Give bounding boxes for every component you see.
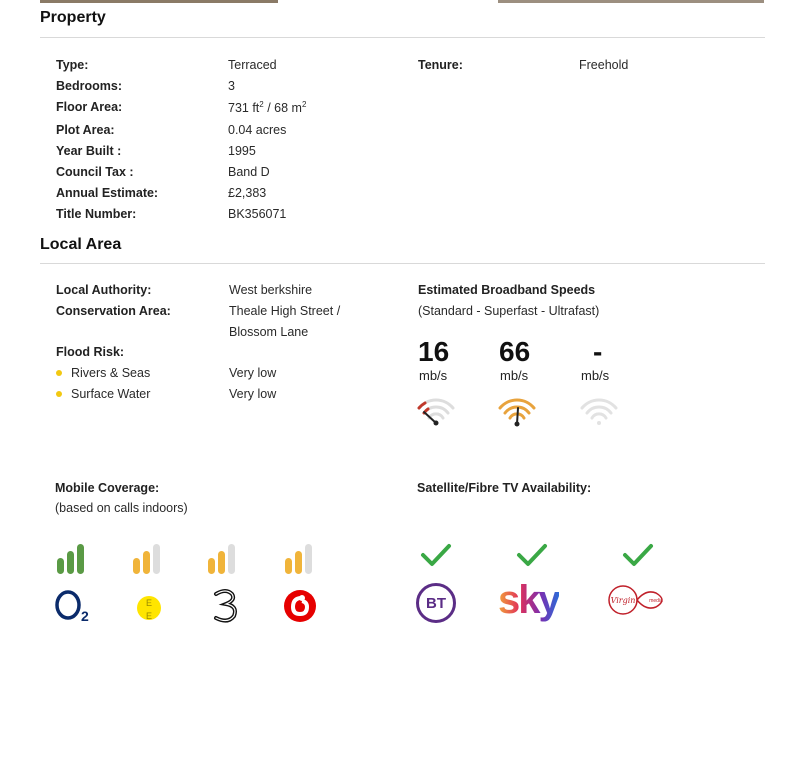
conservation-area-label: Conservation Area: bbox=[56, 304, 171, 318]
bullet-icon bbox=[56, 391, 62, 397]
flood-item-rivers-value: Very low bbox=[229, 366, 277, 380]
floor-area-value bbox=[228, 100, 306, 115]
property-section-title: Property bbox=[40, 9, 106, 26]
flood-item-surface-value: Very low bbox=[229, 387, 277, 401]
speed-ultrafast-unit: mb/s bbox=[581, 368, 610, 383]
media-logo-text: media bbox=[649, 598, 663, 604]
vodafone-logo-icon bbox=[283, 589, 317, 623]
bt-logo-icon bbox=[416, 583, 456, 623]
type-value: Terraced bbox=[228, 58, 277, 72]
bullet-icon bbox=[56, 370, 62, 376]
conservation-area-value-line1: Theale High Street / bbox=[229, 304, 341, 318]
floor-area-label: Floor Area: bbox=[56, 100, 123, 114]
title-number-label: Title Number: bbox=[56, 207, 137, 221]
flood-item-label: Rivers & Seas bbox=[71, 366, 151, 380]
tenure-value: Freehold bbox=[579, 58, 629, 72]
flood-item-label: Surface Water bbox=[71, 387, 151, 401]
virgin-media-logo-icon bbox=[606, 583, 670, 617]
title-number-value: BK356071 bbox=[228, 207, 287, 221]
speed-standard-unit: mb/s bbox=[419, 368, 448, 383]
speed-superfast-unit: mb/s bbox=[500, 368, 529, 383]
mobile-coverage-title: Mobile Coverage: bbox=[55, 481, 160, 495]
property-photo-strip bbox=[498, 0, 764, 3]
plot-area-label: Plot Area: bbox=[56, 123, 115, 137]
speed-gauge-superfast-icon bbox=[497, 396, 537, 428]
signal-bar bbox=[153, 544, 160, 574]
signal-bar bbox=[133, 558, 140, 574]
conservation-area-value-line2: Blossom Lane bbox=[229, 325, 309, 339]
annual-estimate-label: Annual Estimate: bbox=[56, 186, 159, 200]
bt-logo-text: BT bbox=[426, 594, 446, 612]
sky-logo-icon: sky bbox=[498, 578, 559, 622]
local-area-section-title: Local Area bbox=[40, 236, 122, 253]
vodafone-signal-bars bbox=[285, 544, 312, 574]
divider bbox=[40, 263, 765, 264]
speed-superfast-value: 66 bbox=[499, 336, 531, 367]
floor-area-ft: 731 ft bbox=[228, 101, 260, 116]
annual-estimate-value: £2,383 bbox=[228, 186, 267, 200]
virgin-logo-text: Virgin bbox=[610, 596, 636, 605]
ee-logo-icon bbox=[136, 589, 162, 627]
signal-bar bbox=[305, 544, 312, 574]
floor-area-sup2: 2 bbox=[301, 100, 307, 109]
svg-text:E: E bbox=[145, 611, 153, 621]
virgin-available-check-icon bbox=[622, 542, 654, 568]
signal-bar bbox=[295, 551, 302, 574]
o2-logo-icon bbox=[54, 588, 92, 624]
tenure-label: Tenure: bbox=[418, 58, 463, 72]
mobile-coverage-subtitle: (based on calls indoors) bbox=[55, 501, 188, 515]
three-logo-icon bbox=[210, 588, 240, 624]
o2-signal-bars bbox=[57, 544, 84, 574]
floor-area-m: / 68 m bbox=[263, 101, 302, 116]
property-photo-strip bbox=[40, 0, 278, 3]
local-authority-label: Local Authority: bbox=[56, 283, 152, 297]
flood-item-rivers bbox=[56, 366, 150, 380]
signal-bar bbox=[285, 558, 292, 574]
floor-area-sup: 2 bbox=[259, 100, 264, 109]
three-signal-bars bbox=[208, 544, 235, 574]
signal-bar bbox=[228, 544, 235, 574]
broadband-title: Estimated Broadband Speeds bbox=[418, 283, 596, 297]
speed-ultrafast-value: - bbox=[593, 336, 603, 367]
speed-standard-value: 16 bbox=[418, 336, 450, 367]
broadband-subtitle: (Standard - Superfast - Ultrafast) bbox=[418, 304, 600, 318]
divider bbox=[40, 37, 765, 38]
signal-bar bbox=[57, 558, 64, 574]
signal-bar bbox=[218, 551, 225, 574]
signal-bar bbox=[143, 551, 150, 574]
signal-bar bbox=[77, 544, 84, 574]
council-tax-label: Council Tax : bbox=[56, 165, 134, 179]
bedrooms-label: Bedrooms: bbox=[56, 79, 122, 93]
signal-bar bbox=[208, 558, 215, 574]
ee-signal-bars bbox=[133, 544, 160, 574]
speed-gauge-ultrafast-icon bbox=[579, 396, 619, 428]
signal-bar bbox=[67, 551, 74, 574]
bt-available-check-icon bbox=[420, 542, 452, 568]
sky-available-check-icon bbox=[516, 542, 548, 568]
local-authority-value: West berkshire bbox=[229, 283, 313, 297]
speed-gauge-standard-icon bbox=[416, 396, 456, 428]
tv-availability-title: Satellite/Fibre TV Availability: bbox=[417, 481, 592, 495]
svg-text:2: 2 bbox=[81, 608, 89, 624]
year-built-label: Year Built : bbox=[56, 144, 122, 158]
council-tax-value: Band D bbox=[228, 165, 270, 179]
plot-area-value: 0.04 acres bbox=[228, 123, 287, 137]
year-built-value: 1995 bbox=[228, 144, 256, 158]
type-label: Type: bbox=[56, 58, 89, 72]
flood-item-surface bbox=[56, 387, 150, 401]
bedrooms-value: 3 bbox=[228, 79, 235, 93]
flood-risk-label: Flood Risk: bbox=[56, 345, 125, 359]
svg-text:E: E bbox=[145, 598, 153, 608]
